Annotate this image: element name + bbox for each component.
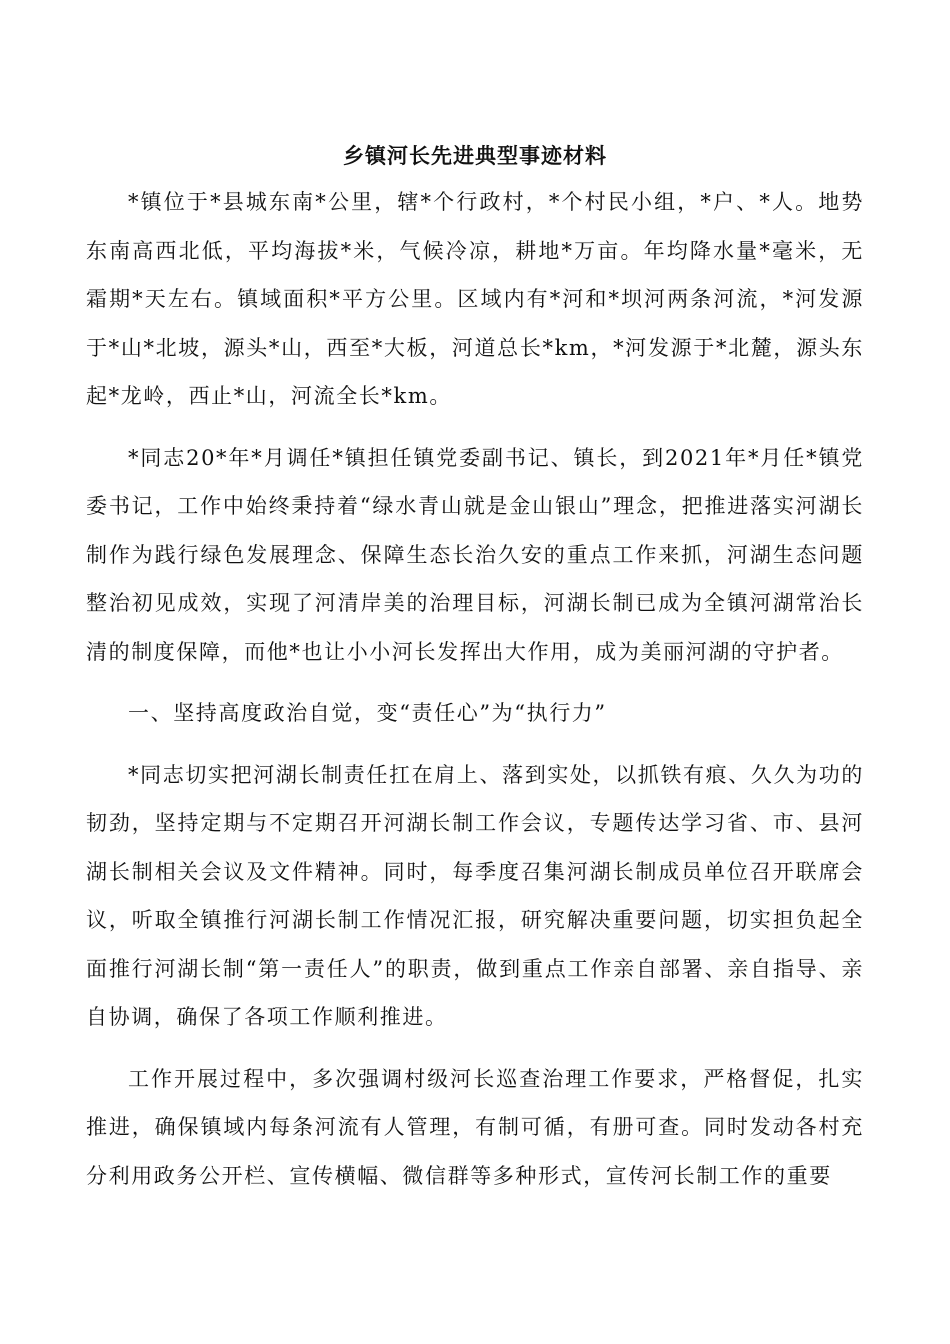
document-page bbox=[86, 140, 864, 1213]
document-title: 乡镇河长先进典型事迹材料 bbox=[343, 143, 607, 168]
section-paragraph-responsibility: *同志切实把河湖长制责任扛在肩上、落到实处，以抓铁有痕、久久为功的韧劲，坚持定期与不定期召开河湖长制工作会议，专题传达学习省、市、县河湖长制相关会议及文件精神。同时，每季度召集河湖长制成员单位召开联席会议，听取全镇推行河湖长制工作情况汇报，研究解决重要问题，切实担负起全面推行河湖长制“第一责任人”的职责，做到重点工作亲自部署、亲自指导、亲自协调，确保了各项工作顺利推进。 bbox=[86, 762, 864, 1029]
section-paragraph-work-process: 工作开展过程中，多次强调村级河长巡查治理工作要求，严格督促，扎实推进，确保镇域内每条河流有人管理，有制可循，有册可查。同时发动各村充分利用政务公开栏、宣传横幅、微信群等多种形式，宣传河长制工作的重要 bbox=[86, 1066, 864, 1188]
intro-paragraph-river-chief-profile: *同志20*年*月调任*镇担任镇党委副书记、镇长，到2021年*月任*镇党委书记，工作中始终秉持着“绿水青山就是金山银山”理念，把推进落实河湖长制作为践行绿色发展理念、保障生态长治久安的重点工作来抓，河湖生态问题整治初见成效，实现了河清岸美的治理目标，河湖长制已成为全镇河湖常治长清的制度保障，而他*也让小小河长发挥出大作用，成为美丽河湖的守护者。 bbox=[86, 445, 864, 664]
intro-paragraph-town-overview: *镇位于*县城东南*公里，辖*个行政村，*个村民小组，*户、*人。地势东南高西北低，平均海拔*米，气候冷凉，耕地*万亩。年均降水量*毫米，无霜期*天左右。镇域面积*平方公里。区域内有*河和*坝河两条河流，*河发源于*山*北坡，源头*山，西至*大板，河道总长*km，*河发源于*北麓，源头东起*龙岭，西止*山，河流全长*km。 bbox=[86, 190, 864, 408]
section-heading-1: 一、坚持高度政治自觉，变“责任心”为“执行力” bbox=[128, 701, 607, 725]
